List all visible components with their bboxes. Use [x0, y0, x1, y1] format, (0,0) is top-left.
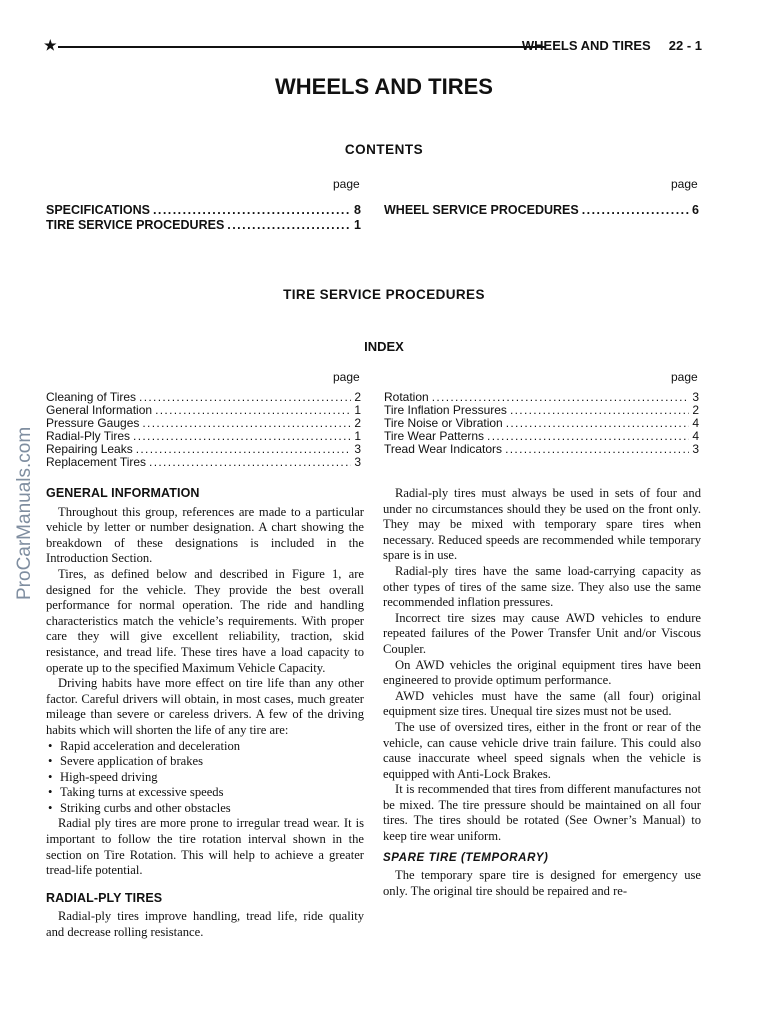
contents-entry-label: SPECIFICATIONS: [46, 203, 150, 217]
paragraph: On AWD vehicles the original equipment tires have been engineered to provide optimum performance.: [383, 657, 701, 688]
index-entry-label: Pressure Gauges: [46, 416, 140, 430]
index-right-list: [384, 391, 699, 456]
paragraph: AWD vehicles must have the same (all four) original equipment size tires. Unequal tire sizes must not be used.: [383, 688, 701, 719]
leader-dots: [506, 417, 690, 430]
body-right-column: [383, 486, 701, 899]
index-entry-label: Rotation: [384, 390, 429, 404]
list-item: • Rapid acceleration and deceleration: [46, 739, 364, 755]
index-entry[interactable]: [46, 456, 361, 469]
index-entry-page: 2: [354, 416, 361, 430]
radial-ply-heading: RADIAL-PLY TIRES: [46, 890, 163, 905]
contents-right-list: [384, 203, 699, 218]
contents-entry[interactable]: [46, 218, 361, 233]
contents-entry-page: 1: [354, 218, 361, 232]
paragraph: Radial-ply tires must always be used in sets of four and under no circumstances should they be used on the front only. They may be mixed with temporary spare tires when necessary. Reduced speeds are recommended while temporary spare is in use.: [383, 486, 701, 563]
contents-heading: CONTENTS: [344, 142, 424, 157]
index-entry-page: 3: [692, 390, 699, 404]
paragraph: Incorrect tire sizes may cause AWD vehicles to endure repeated failures of the Power Transfer Unit and/or Viscous Coupler.: [383, 610, 701, 656]
list-item: • Striking curbs and other obstacles: [46, 801, 364, 817]
paragraph: Driving habits have more effect on tire life than any other factor. Careful drivers will obtain, in most cases, much greater mileage than severe or careless drivers. A few of the driving habits which will shorten the life of any tire are:: [46, 676, 364, 737]
contents-entry[interactable]: [384, 203, 699, 218]
index-entry-label: Tread Wear Indicators: [384, 442, 503, 456]
index-entry-label: General Information: [46, 403, 153, 417]
paragraph: Radial ply tires are more prone to irregular tread wear. It is important to follow the tire rotation interval shown in the section on Tire Rotation. This will help to achieve a greater tread-life potential.: [46, 816, 364, 878]
index-heading: INDEX: [364, 339, 404, 354]
running-title-text: WHEELS AND TIRES: [521, 38, 651, 53]
header-rule: [58, 46, 546, 48]
index-entry-page: 4: [692, 416, 699, 430]
index-entry-page: 3: [354, 442, 361, 456]
paragraph: Tires, as defined below and described in Figure 1, are designed for the vehicle. They provide the best overall performance for normal operation. The ride and handling characteristics match the vehicle’s requirements. With proper care they will give excellent reliability, traction, skid resistance, and tread life. These tires have a load capacity to operate up to the specified Maximum Vehicle Capacity.: [46, 566, 364, 675]
leader-dots: [487, 430, 689, 443]
leader-dots: [153, 203, 351, 217]
index-entry-page: 1: [354, 429, 361, 443]
list-item: • Taking turns at excessive speeds: [46, 785, 364, 801]
index-entry-page: 2: [692, 403, 699, 417]
page-number: 22 - 1: [668, 38, 702, 53]
contents-entry-page: 6: [692, 203, 699, 217]
spare-tire-heading: SPARE TIRE (TEMPORARY): [383, 851, 549, 864]
page-title: WHEELS AND TIRES: [275, 74, 493, 99]
index-entry-label: Radial-Ply Tires: [46, 429, 131, 443]
running-title: [522, 38, 702, 53]
contents-page-label-left: page: [333, 177, 360, 191]
index-entry-page: 3: [692, 442, 699, 456]
list-item: • Severe application of brakes: [46, 754, 364, 770]
contents-entry-label: TIRE SERVICE PROCEDURES: [46, 218, 225, 232]
paragraph: Throughout this group, references are made to a particular vehicle by letter or number designation. A chart showing the breakdown of these designations is included in the Introduction Section.: [46, 504, 364, 566]
leader-dots: [582, 203, 689, 217]
contents-page-label-right: page: [671, 177, 698, 191]
index-entry-label: Cleaning of Tires: [46, 390, 137, 404]
index-entry-label: Replacement Tires: [46, 455, 147, 469]
index-entry[interactable]: [384, 443, 699, 456]
general-information-heading: GENERAL INFORMATION: [46, 486, 200, 500]
paragraph: It is recommended that tires from different manufactures not be mixed. The tire pressure should be maintained on all four tires. The tires should be rotated (See Owner’s Manual) to keep tire wear uniform.: [383, 782, 701, 844]
section-title: TIRE SERVICE PROCEDURES: [283, 287, 485, 302]
leader-dots: [133, 430, 351, 443]
leader-dots: [142, 417, 351, 430]
leader-dots: [155, 404, 351, 417]
paragraph: The use of oversized tires, either in the front or rear of the vehicle, can cause vehicle drive train failure. This could also cause inaccurate wheel speed signals when the vehicle is equipped with Anti-Lock Brakes.: [383, 719, 701, 781]
leader-dots: [510, 404, 689, 417]
index-entry-page: 3: [354, 455, 361, 469]
leader-dots: [136, 443, 352, 456]
index-entry-label: Tire Inflation Pressures: [384, 403, 507, 417]
index-left-list: [46, 391, 361, 469]
contents-left-list: [46, 203, 361, 233]
contents-entry-page: 8: [354, 203, 361, 217]
running-header: [44, 38, 702, 54]
driving-habits-list: [46, 739, 364, 817]
paragraph: Radial-ply tires improve handling, tread life, ride quality and decrease rolling resistance.: [46, 909, 364, 940]
paragraph: Radial-ply tires have the same load-carrying capacity as other types of tires of the same size. They also use the same recommended inflation pressures.: [383, 563, 701, 610]
index-entry-label: Repairing Leaks: [46, 442, 133, 456]
body-left-column: [46, 486, 364, 941]
leader-dots: [139, 391, 351, 404]
leader-dots: [227, 218, 351, 232]
index-entry-page: 4: [692, 429, 699, 443]
index-page-label-right: page: [671, 370, 698, 384]
list-item: • High-speed driving: [46, 770, 364, 786]
contents-entry-label: WHEEL SERVICE PROCEDURES: [384, 203, 579, 217]
contents-entry[interactable]: [46, 203, 361, 218]
index-entry-label: Tire Noise or Vibration: [384, 416, 503, 430]
index-entry-label: Tire Wear Patterns: [384, 429, 485, 443]
index-page-label-left: page: [333, 370, 360, 384]
watermark: ProCarManuals.com: [14, 426, 35, 600]
leader-dots: [149, 456, 351, 469]
leader-dots: [505, 443, 689, 456]
index-entry-page: 2: [354, 390, 361, 404]
paragraph: The temporary spare tire is designed for emergency use only. The original tire should be repaired and re-: [383, 868, 701, 898]
index-entry-page: 1: [354, 403, 361, 417]
star-icon: ★: [44, 37, 57, 53]
